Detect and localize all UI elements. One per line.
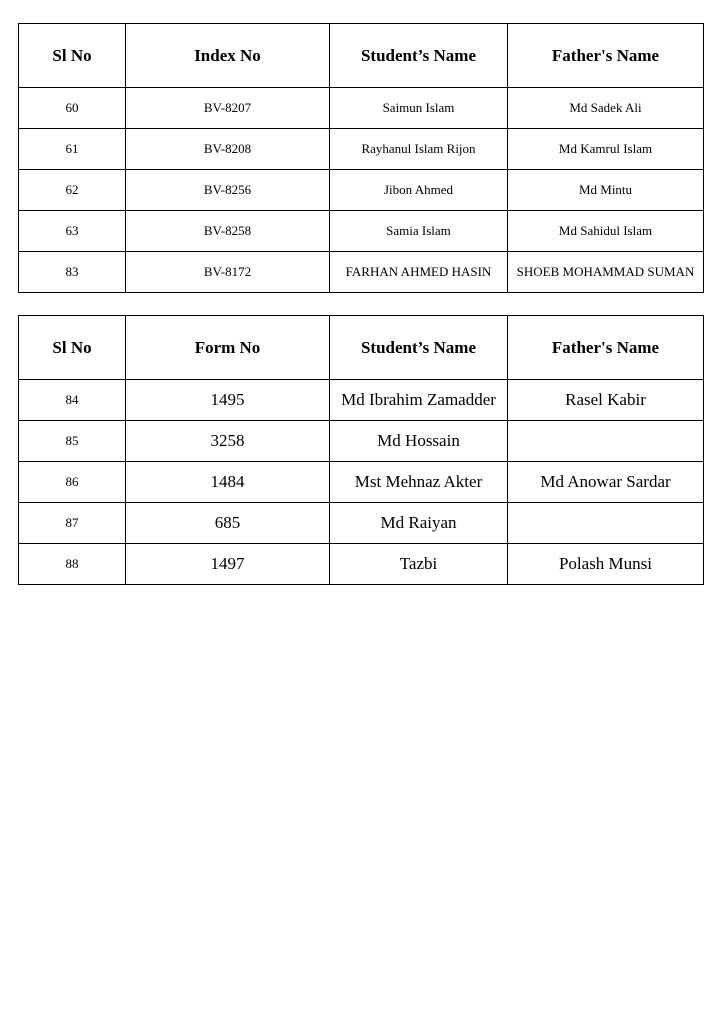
sl-no-cell: 88 bbox=[19, 544, 126, 585]
table-row bbox=[19, 544, 704, 585]
table-row bbox=[19, 252, 704, 293]
student-name-cell: Md Ibrahim Zamadder bbox=[330, 380, 508, 421]
index-no-cell: BV-8208 bbox=[126, 129, 330, 170]
student-name-cell: Saimun Islam bbox=[330, 88, 508, 129]
table-row bbox=[19, 462, 704, 503]
table-row bbox=[19, 129, 704, 170]
header-sl-no: Sl No bbox=[19, 316, 126, 380]
student-name-cell: FARHAN AHMED HASIN bbox=[330, 252, 508, 293]
student-name-cell: Tazbi bbox=[330, 544, 508, 585]
table-row bbox=[19, 380, 704, 421]
form-no-cell: 1484 bbox=[126, 462, 330, 503]
father-name-cell: Md Kamrul Islam bbox=[508, 129, 704, 170]
header-index-no: Index No bbox=[126, 24, 330, 88]
table-row bbox=[19, 211, 704, 252]
form-no-cell: 1497 bbox=[126, 544, 330, 585]
father-name-cell: Md Sahidul Islam bbox=[508, 211, 704, 252]
table-row bbox=[19, 503, 704, 544]
father-name-cell: Md Anowar Sardar bbox=[508, 462, 704, 503]
sl-no-cell: 61 bbox=[19, 129, 126, 170]
student-name-cell: Md Raiyan bbox=[330, 503, 508, 544]
table-row bbox=[19, 88, 704, 129]
student-name-cell: Rayhanul Islam Rijon bbox=[330, 129, 508, 170]
header-father-name: Father's Name bbox=[508, 24, 704, 88]
sl-no-cell: 84 bbox=[19, 380, 126, 421]
student-name-cell: Jibon Ahmed bbox=[330, 170, 508, 211]
table-row bbox=[19, 421, 704, 462]
form-no-cell: 685 bbox=[126, 503, 330, 544]
sl-no-cell: 63 bbox=[19, 211, 126, 252]
sl-no-cell: 60 bbox=[19, 88, 126, 129]
index-no-cell: BV-8256 bbox=[126, 170, 330, 211]
table-header-row bbox=[19, 24, 704, 88]
father-name-cell bbox=[508, 503, 704, 544]
sl-no-cell: 62 bbox=[19, 170, 126, 211]
form-student-table bbox=[18, 315, 704, 585]
sl-no-cell: 85 bbox=[19, 421, 126, 462]
father-name-cell bbox=[508, 421, 704, 462]
header-father-name: Father's Name bbox=[508, 316, 704, 380]
header-form-no: Form No bbox=[126, 316, 330, 380]
father-name-cell: SHOEB MOHAMMAD SUMAN bbox=[508, 252, 704, 293]
form-no-cell: 1495 bbox=[126, 380, 330, 421]
table-row bbox=[19, 170, 704, 211]
index-student-table bbox=[18, 23, 704, 293]
header-student-name: Student’s Name bbox=[330, 24, 508, 88]
index-no-cell: BV-8172 bbox=[126, 252, 330, 293]
father-name-cell: Md Sadek Ali bbox=[508, 88, 704, 129]
father-name-cell: Rasel Kabir bbox=[508, 380, 704, 421]
sl-no-cell: 83 bbox=[19, 252, 126, 293]
sl-no-cell: 86 bbox=[19, 462, 126, 503]
sl-no-cell: 87 bbox=[19, 503, 126, 544]
father-name-cell: Md Mintu bbox=[508, 170, 704, 211]
header-sl-no: Sl No bbox=[19, 24, 126, 88]
index-no-cell: BV-8258 bbox=[126, 211, 330, 252]
table-header-row bbox=[19, 316, 704, 380]
student-name-cell: Mst Mehnaz Akter bbox=[330, 462, 508, 503]
header-student-name: Student’s Name bbox=[330, 316, 508, 380]
form-no-cell: 3258 bbox=[126, 421, 330, 462]
student-name-cell: Samia Islam bbox=[330, 211, 508, 252]
student-name-cell: Md Hossain bbox=[330, 421, 508, 462]
index-no-cell: BV-8207 bbox=[126, 88, 330, 129]
father-name-cell: Polash Munsi bbox=[508, 544, 704, 585]
